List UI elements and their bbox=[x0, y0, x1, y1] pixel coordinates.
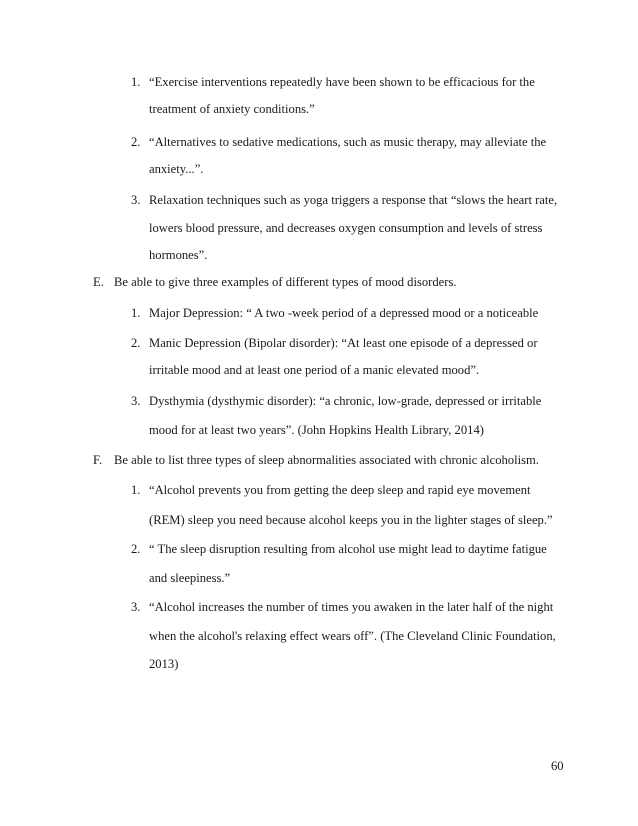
list-item-text: when the alcohol's relaxing effect wears off”. (The Cleveland Clinic Foundation, bbox=[149, 629, 556, 643]
list-item-text: (REM) sleep you need because alcohol keeps you in the lighter stages of sleep.” bbox=[149, 513, 553, 527]
list-item-text: “Alternatives to sedative medications, such as music therapy, may alleviate the bbox=[149, 135, 547, 149]
section-heading: Be able to list three types of sleep abnormalities associated with chronic alcoholism. bbox=[114, 453, 539, 467]
list-item-text: “Alcohol increases the number of times you awaken in the later half of the night bbox=[149, 600, 554, 614]
list-item-text: “Exercise interventions repeatedly have been shown to be efficacious for the bbox=[149, 75, 535, 89]
list-item-number: 1. bbox=[131, 75, 141, 89]
list-item-number: 3. bbox=[131, 394, 141, 408]
list-item-text: Major Depression: “ A two -week period of a depressed mood or a noticeable bbox=[149, 306, 539, 320]
list-item-text: treatment of anxiety conditions.” bbox=[149, 102, 315, 116]
list-item-text: lowers blood pressure, and decreases oxygen consumption and levels of stress bbox=[149, 221, 543, 235]
list-item-number: 2. bbox=[131, 135, 141, 149]
list-item-text: anxiety...”. bbox=[149, 162, 204, 176]
section-letter: E. bbox=[93, 275, 104, 289]
section-heading: Be able to give three examples of different types of mood disorders. bbox=[114, 275, 457, 289]
list-item-text: mood for at least two years”. (John Hopkins Health Library, 2014) bbox=[149, 423, 484, 437]
list-item-text: irritable mood and at least one period of a manic elevated mood”. bbox=[149, 363, 480, 377]
list-item-number: 2. bbox=[131, 542, 141, 556]
list-item-text: and sleepiness.” bbox=[149, 571, 231, 585]
list-item-text: Relaxation techniques such as yoga triggers a response that “slows the heart rate, bbox=[149, 193, 558, 207]
page-number: 60 bbox=[551, 759, 564, 773]
list-item-number: 1. bbox=[131, 483, 141, 497]
list-item-text: Dysthymia (dysthymic disorder): “a chronic, low-grade, depressed or irritable bbox=[149, 394, 542, 408]
list-item-number: 2. bbox=[131, 336, 141, 350]
list-item-text: “Alcohol prevents you from getting the deep sleep and rapid eye movement bbox=[149, 483, 531, 497]
list-item-text: 2013) bbox=[149, 657, 179, 671]
list-item-number: 3. bbox=[131, 193, 141, 207]
list-item-number: 3. bbox=[131, 600, 141, 614]
section-letter: F. bbox=[93, 453, 103, 467]
list-item-text: “ The sleep disruption resulting from alcohol use might lead to daytime fatigue bbox=[149, 542, 547, 556]
list-item-number: 1. bbox=[131, 306, 141, 320]
list-item-text: hormones”. bbox=[149, 248, 208, 262]
list-item-text: Manic Depression (Bipolar disorder): “At least one episode of a depressed or bbox=[149, 336, 538, 350]
